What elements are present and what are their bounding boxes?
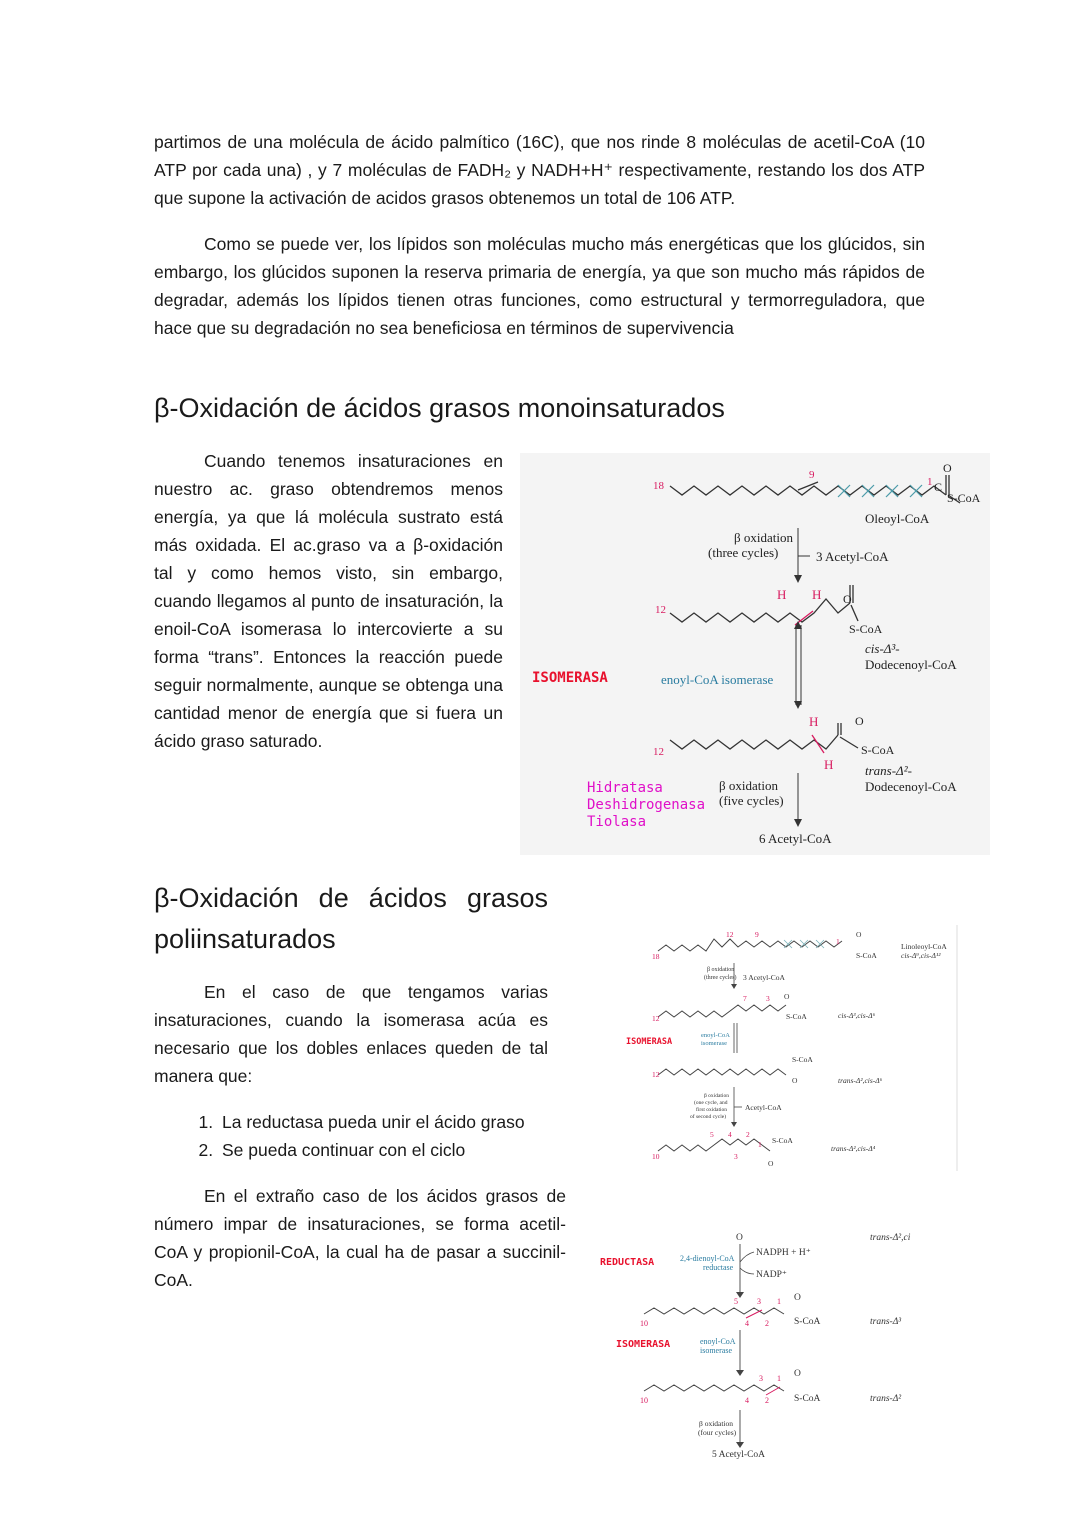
fig3-nadph: NADPH + H⁺ bbox=[756, 1248, 811, 1258]
fig3-n2a: 2 bbox=[765, 1319, 769, 1328]
fig2-acetyl3: 3 Acetyl-CoA bbox=[743, 973, 785, 982]
fig1-beta2: β oxidation bbox=[719, 778, 778, 793]
paragraph-palmitic: partimos de una molécula de ácido palmítico (16C), que nos rinde 8 moléculas de acetil-CoA (10 ATP por cada una) , y 7 moléculas de FADH₂ y NADH+H⁺ respectivamente, restando los dos ATP que supone la activación de acidos grasos obtenemos un total de 106 ATP. bbox=[154, 132, 925, 208]
fig1-h2: H bbox=[812, 587, 822, 602]
fig3-nadp: NADP⁺ bbox=[756, 1270, 787, 1280]
fig2-n3: 3 bbox=[766, 994, 770, 1003]
fig3-n10a: 10 bbox=[640, 1319, 648, 1328]
fig2-trans24: trans-Δ²,cis-Δ⁴ bbox=[831, 1144, 876, 1153]
fig1-o3: O bbox=[855, 714, 864, 728]
fig3-o-top: O bbox=[736, 1233, 743, 1243]
fig3-reductasa: REDUCTASA bbox=[600, 1257, 655, 1268]
fig1-beta1: β oxidation bbox=[734, 530, 793, 545]
conditions-list bbox=[186, 1108, 525, 1164]
fig2-o1: O bbox=[856, 930, 862, 939]
paragraph-lipids-energy: Como se puede ver, los lípidos son moléculas mucho más energéticas que los glúcidos, sin embargo, los glúcidos suponen la reserva primaria de energía, ya que son mucho más rápidos de degradar, además los lípidos tienen otras funciones, como estructural y termorreguladora, que hace que su degradación no sea beneficiosa en términos de supervivencia bbox=[154, 234, 925, 338]
fig2-o3: O bbox=[792, 1076, 798, 1085]
fig2-o2: O bbox=[784, 992, 790, 1001]
fig2-n18: 18 bbox=[652, 952, 660, 961]
list-item: 2. Se pueda continuar con el ciclo bbox=[218, 1136, 525, 1164]
fig1-h1: H bbox=[777, 587, 787, 602]
fig1-c: C bbox=[934, 480, 943, 494]
fig3-trans-top: trans-Δ²,ci bbox=[870, 1233, 911, 1243]
fig1-oleoyl-label: Oleoyl-CoA bbox=[865, 511, 930, 526]
fig1-isomerasa: ISOMERASA bbox=[532, 670, 608, 686]
fig2-n5: 5 bbox=[710, 1130, 714, 1139]
fig1-tiolasa: Tiolasa bbox=[587, 814, 647, 830]
fig3-n1b: 1 bbox=[777, 1374, 781, 1383]
fig3-dienoyl-a: 2,4-dienoyl-CoA bbox=[680, 1254, 735, 1263]
fig2-scoa1: S-CoA bbox=[856, 951, 877, 960]
fig2-lino-a: Linoleoyl-CoA bbox=[901, 942, 947, 951]
fig1-n9: 9 bbox=[809, 469, 815, 481]
fig2-o4: O bbox=[768, 1159, 774, 1168]
fig1-scoa: S-CoA bbox=[947, 491, 981, 505]
figure-reductase-step bbox=[594, 1228, 944, 1468]
fig1-h4: H bbox=[824, 757, 834, 772]
fig2-enoyl-b: isomerase bbox=[701, 1040, 727, 1047]
fig1-deshidrogenasa: Deshidrogenasa bbox=[587, 797, 706, 813]
fig2-isomerasa: ISOMERASA bbox=[626, 1037, 673, 1047]
fig2-enoyl-a: enoyl-CoA bbox=[701, 1032, 730, 1039]
fig2-lino-b: cis-Δ⁹,cis-Δ¹² bbox=[901, 951, 941, 960]
fig3-n10b: 10 bbox=[640, 1396, 648, 1405]
figure-oleoyl-oxidation bbox=[520, 453, 990, 855]
fig2-beta-a: β oxidation bbox=[707, 967, 735, 973]
fig3-beta-a: β oxidation bbox=[699, 1419, 734, 1428]
figure-linoleoyl-oxidation bbox=[618, 925, 960, 1171]
fig3-n3a: 3 bbox=[757, 1297, 761, 1306]
fig1-n12a: 12 bbox=[655, 604, 666, 616]
fig3-enoyl-b: isomerase bbox=[700, 1346, 732, 1355]
fig3-n5: 5 bbox=[734, 1297, 738, 1306]
fig3-dienoyl-b: reductase bbox=[703, 1263, 734, 1272]
fig2-beta2-a: β oxidation bbox=[704, 1093, 729, 1099]
fig1-scoa2: S-CoA bbox=[849, 622, 883, 636]
fig3-n1a: 1 bbox=[777, 1297, 781, 1306]
fig1-beta1b: (three cycles) bbox=[708, 545, 779, 560]
list-item: 1. La reductasa pueda unir el ácido graso bbox=[218, 1108, 525, 1136]
fig2-n3b: 3 bbox=[734, 1152, 738, 1161]
fig2-n12c: 12 bbox=[652, 1070, 660, 1079]
fig2-beta-b: (three cycles) bbox=[704, 975, 737, 981]
fig2-beta2-b: (one cycle, and bbox=[694, 1100, 728, 1106]
fig2-n2: 2 bbox=[746, 1130, 750, 1139]
fig2-beta2-d: of second cycle) bbox=[690, 1114, 727, 1120]
fig2-n9: 9 bbox=[755, 930, 759, 939]
fig1-trans-b: Dodecenoyl-CoA bbox=[865, 779, 957, 794]
fig2-n1b: 1 bbox=[758, 1140, 762, 1149]
fig3-isomerasa: ISOMERASA bbox=[616, 1339, 671, 1350]
fig1-acetyl6: 6 Acetyl-CoA bbox=[759, 831, 832, 846]
fig2-scoa2: S-CoA bbox=[786, 1012, 807, 1021]
fig3-trans2: trans-Δ² bbox=[870, 1394, 902, 1404]
fig2-scoa4: S-CoA bbox=[772, 1136, 793, 1145]
fig3-n3b: 3 bbox=[759, 1374, 763, 1383]
fig2-scoa3: S-CoA bbox=[792, 1055, 813, 1064]
heading-polyunsaturated: β-Oxidación de ácidos grasos poliinsaturados bbox=[154, 883, 548, 954]
fig3-o1: O bbox=[794, 1293, 801, 1303]
fig2-trans26: trans-Δ²,cis-Δ⁶ bbox=[838, 1076, 883, 1085]
fig1-cis-b: Dodecenoyl-CoA bbox=[865, 657, 957, 672]
fig3-n4a: 4 bbox=[745, 1319, 749, 1328]
fig2-beta2-c: first oxidation bbox=[696, 1107, 728, 1113]
fig1-scoa3: S-CoA bbox=[861, 743, 895, 757]
heading-monounsaturated: β-Oxidación de ácidos grasos monoinsaturados bbox=[154, 393, 725, 423]
fig3-trans3: trans-Δ³ bbox=[870, 1317, 902, 1327]
fig3-acetyl5: 5 Acetyl-CoA bbox=[712, 1450, 766, 1460]
fig1-enoyl-isomerase: enoyl-CoA isomerase bbox=[661, 672, 774, 687]
fig1-n12b: 12 bbox=[653, 746, 664, 758]
fig1-n18: 18 bbox=[653, 480, 664, 492]
fig1-o2: O bbox=[843, 592, 852, 606]
fig3-scoa2: S-CoA bbox=[794, 1394, 821, 1404]
fig2-n12b: 12 bbox=[652, 1014, 660, 1023]
fig2-n12: 12 bbox=[726, 930, 734, 939]
fig3-scoa1: S-CoA bbox=[794, 1317, 821, 1327]
paragraph-monounsaturated: Cuando tenemos insaturaciones en nuestro ac. graso obtendremos menos energía, ya que lá molécula sustrato está más oxidada. El ac.graso va a β-oxidación tal y como hemos visto, sin embargo, cuando llegamos al punto de insaturación, la enoil-CoA isomerasa lo intercovierte a su forma “trans”. Entonces la reacción puede seguir normalmente, aunque se obtenga una cantidad menor de energía que si fuera un ácido graso saturado. bbox=[154, 451, 503, 751]
paragraph-polyunsaturated: En el caso de que tengamos varias insaturaciones, cuando la isomerasa acúa es necesario que los dobles enlaces queden de tal manera que: bbox=[154, 982, 548, 1086]
fig3-o2: O bbox=[794, 1369, 801, 1379]
fig3-n2b: 2 bbox=[765, 1396, 769, 1405]
paragraph-odd-unsaturations: En el extraño caso de los ácidos grasos de número impar de insaturaciones, se forma acetil-CoA y propionil-CoA, la cual ha de pasar a succinil-CoA. bbox=[154, 1186, 566, 1290]
fig2-cis36: cis-Δ³,cis-Δ⁶ bbox=[838, 1011, 876, 1020]
fig3-beta-b: (four cycles) bbox=[698, 1428, 737, 1437]
fig2-acetyl: Acetyl-CoA bbox=[745, 1103, 782, 1112]
fig1-trans-a: trans-Δ²- bbox=[865, 763, 912, 778]
fig2-n4: 4 bbox=[728, 1130, 732, 1139]
fig1-h3: H bbox=[809, 714, 819, 729]
fig1-hidratasa: Hidratasa bbox=[587, 780, 663, 796]
fig1-cis-a: cis-Δ³- bbox=[865, 641, 900, 656]
fig2-n7: 7 bbox=[743, 994, 747, 1003]
fig1-n1: 1 bbox=[927, 476, 933, 488]
fig1-o: O bbox=[943, 461, 952, 475]
fig2-n1: 1 bbox=[836, 937, 840, 946]
fig3-enoyl-a: enoyl-CoA bbox=[700, 1337, 736, 1346]
fig2-n10: 10 bbox=[652, 1152, 660, 1161]
fig1-beta2b: (five cycles) bbox=[719, 793, 784, 808]
fig3-n4b: 4 bbox=[745, 1396, 749, 1405]
fig1-acetyl3: 3 Acetyl-CoA bbox=[816, 549, 889, 564]
